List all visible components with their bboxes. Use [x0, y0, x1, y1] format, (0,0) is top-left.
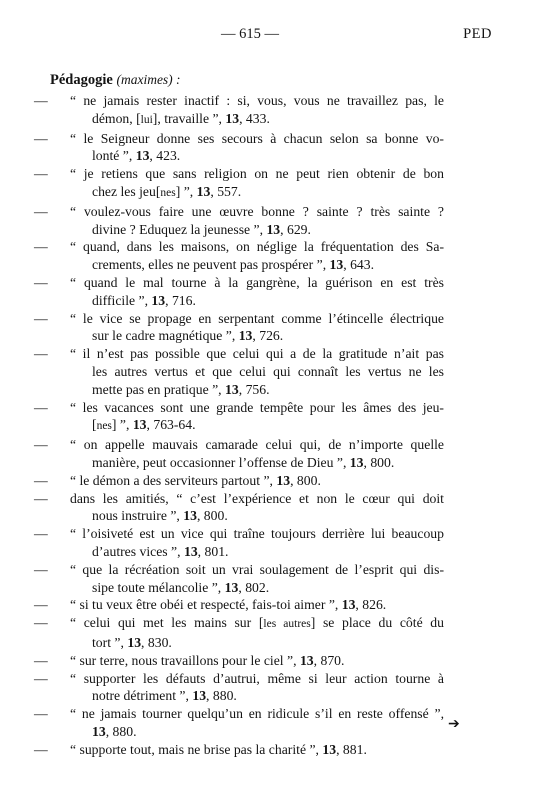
maxim-line: notre détriment ”, 13, 880.	[92, 688, 237, 704]
maxim-line: “ si tu veux être obéi et respecté, fais-toi aimer ”, 13, 826.	[70, 597, 387, 613]
entry-dash: —	[34, 652, 48, 668]
maxim-line: tort ”, 13, 830.	[92, 634, 172, 650]
entry-dash: —	[34, 670, 48, 686]
maxim-line: sipe toute mélancolie ”, 13, 802.	[92, 579, 270, 595]
maxim-entry	[34, 525, 444, 561]
maxim-line: “ l’oisiveté est un vice qui traîne toujours derrière lui beaucoup	[70, 526, 444, 542]
maxim-line: démon, [lui], travaille ”, 13, 433.	[92, 110, 270, 126]
maxim-entry	[34, 614, 444, 652]
maxim-line: “ supporte tout, mais ne brise pas la charité ”, 13, 881.	[70, 741, 367, 757]
entry-dash: —	[34, 399, 48, 415]
entry-dash: —	[34, 203, 48, 219]
maxim-line: “ quand, dans les maisons, on néglige la fréquentation des Sa-	[70, 239, 444, 255]
entry-dash: —	[34, 741, 48, 757]
maxim-line: “ le Seigneur donne ses secours à chacun selon sa bonne vo-	[70, 130, 444, 146]
maxim-line: “ je retiens que sans religion on ne peut rien obtenir de bon	[70, 166, 444, 182]
entry-dash: —	[34, 274, 48, 290]
maxim-line: “ celui qui met les mains sur [les autres] se place du côté du	[70, 615, 444, 631]
entry-dash: —	[34, 561, 48, 577]
maxim-entry	[34, 399, 444, 437]
entry-dash: —	[34, 437, 48, 453]
maxim-line: sur le cadre magnétique ”, 13, 726.	[92, 328, 284, 344]
maxim-entry	[34, 130, 444, 166]
maxim-entry	[34, 652, 444, 670]
maxim-line: 13, 880.	[92, 723, 137, 739]
maxim-entry	[34, 436, 444, 472]
maxim-line: mette pas en pratique ”, 13, 756.	[92, 381, 270, 397]
maxim-entry	[34, 92, 444, 130]
maxim-line: “ sur terre, nous travaillons pour le ciel ”, 13, 870.	[70, 652, 345, 668]
entry-dash: —	[34, 597, 48, 613]
maxim-line: chez les jeu[nes] ”, 13, 557.	[92, 183, 242, 199]
maxim-line: manière, peut occasionner l’offense de Dieu ”, 13, 800.	[92, 454, 395, 470]
page-number: — 615 —	[221, 26, 279, 42]
maxim-line: “ il n’est pas possible que celui qui a de la gratitude n’ait pas	[70, 346, 444, 362]
entry-dash: —	[34, 166, 48, 182]
entry-dash: —	[34, 472, 48, 488]
maxim-line: difficile ”, 13, 716.	[92, 292, 196, 308]
maxim-line: “ le vice se propage en serpentant comme l’étincelle électrique	[70, 310, 444, 326]
maxim-line: “ les vacances sont une grande tempête pour les âmes des jeu-	[70, 399, 444, 415]
maxim-line: d’autres vices ”, 13, 801.	[92, 543, 229, 559]
entry-dash: —	[34, 310, 48, 326]
maxims-list	[34, 92, 444, 758]
heading-subtitle: (maximes) :	[116, 72, 181, 87]
maxim-entry	[34, 670, 444, 706]
entry-dash: —	[34, 239, 48, 255]
entry-dash: —	[34, 706, 48, 722]
maxim-line: crements, elles ne peuvent pas prospérer ”, 13, 643.	[92, 257, 375, 273]
maxim-line: “ quand le mal tourne à la gangrène, la guérison en est très	[70, 274, 444, 290]
maxim-line: divine ? Eduquez la jeunesse ”, 13, 629.	[92, 221, 311, 237]
maxim-line: nous instruire ”, 13, 800.	[92, 508, 228, 524]
entry-dash: —	[34, 490, 48, 506]
page-header	[0, 26, 540, 46]
maxim-line: “ ne jamais tourner quelqu’un en ridicule s’il en reste offensé ”,	[70, 706, 444, 722]
maxim-entry	[34, 238, 444, 274]
maxim-line: dans les amitiés, “ c’est l’expérience et non le cœur qui doit	[70, 490, 444, 506]
maxim-entry	[34, 165, 444, 203]
continuation-arrow-icon: ➔	[448, 717, 460, 732]
maxim-entry	[34, 310, 444, 346]
entry-dash: —	[34, 526, 48, 542]
entry-heading	[50, 72, 181, 89]
maxim-entry	[34, 490, 444, 526]
maxim-entry	[34, 203, 444, 239]
maxim-line: “ supporter les défauts d’autrui, même si leur action tourne à	[70, 670, 444, 686]
maxim-line: “ voulez-vous faire une œuvre bonne ? sainte ? très sainte ?	[70, 203, 444, 219]
entry-dash: —	[34, 130, 48, 146]
entry-dash: —	[34, 615, 48, 631]
maxim-line: “ le démon a des serviteurs partout ”, 13, 800.	[70, 472, 321, 488]
maxim-entry	[34, 472, 444, 490]
maxim-line: [nes] ”, 13, 763-64.	[92, 417, 196, 433]
maxim-line: les autres vertus et que celui qui connaît les vertus ne les	[92, 363, 444, 379]
maxim-entry	[34, 596, 444, 614]
maxim-entry	[34, 274, 444, 310]
maxim-entry	[34, 345, 444, 398]
maxim-entry	[34, 741, 444, 759]
entry-dash: —	[34, 346, 48, 362]
maxim-entry	[34, 561, 444, 597]
maxim-line: “ on appelle mauvais camarade celui qui, de n’importe quelle	[70, 437, 444, 453]
maxim-entry	[34, 705, 444, 741]
maxim-line: “ ne jamais rester inactif : si, vous, vous ne travaillez pas, le	[70, 93, 444, 108]
maxim-line: lonté ”, 13, 423.	[92, 148, 181, 164]
entry-dash: —	[34, 93, 48, 108]
maxim-line: “ que la récréation soit un vrai soulagement de l’esprit qui dis-	[70, 561, 444, 577]
heading-title: Pédagogie	[50, 72, 113, 88]
running-head: PED	[463, 26, 492, 42]
